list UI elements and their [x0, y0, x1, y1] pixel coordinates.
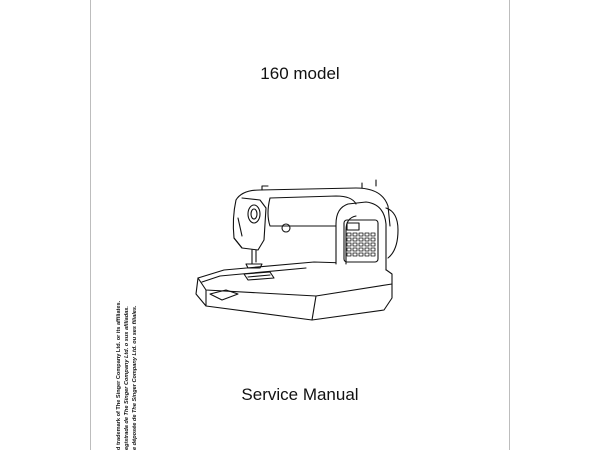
- trademark-line-french: e déposée de The Singer Company Ltd. ou ses filiales.: [132, 305, 138, 450]
- model-title: 160 model: [260, 64, 340, 83]
- trademark-line-spanish: egistrada de The Singer Company Ltd. o sus afiliadas.: [124, 306, 130, 450]
- trademark-notice: [115, 250, 139, 450]
- sewing-machine-illustration: [186, 178, 406, 328]
- trademark-line-english: d trademark of The Singer Company Ltd. or its affiliates.: [116, 300, 122, 450]
- manual-cover-page: [90, 0, 510, 450]
- manual-title: Service Manual: [241, 385, 359, 404]
